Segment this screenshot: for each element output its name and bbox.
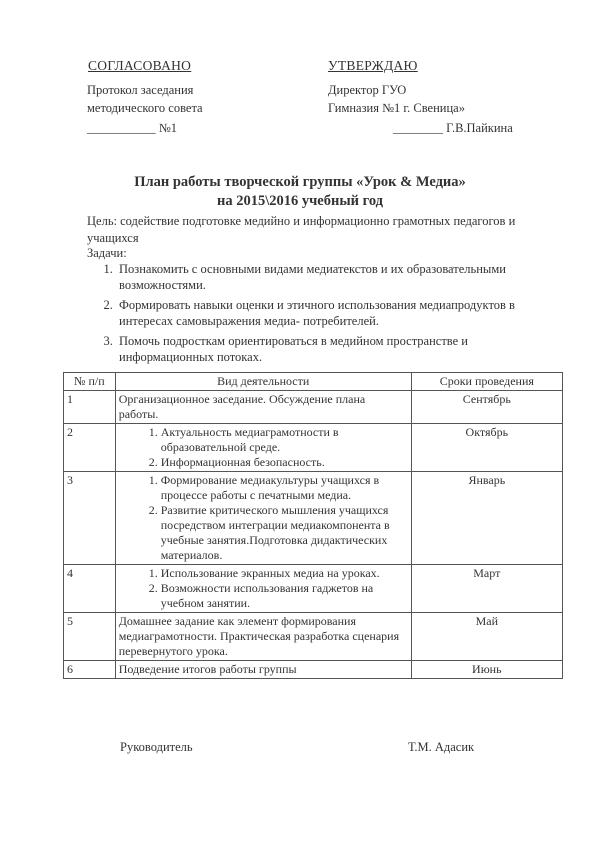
term-cell: Октябрь (411, 424, 562, 472)
activity-list (119, 473, 408, 563)
table-row (64, 661, 563, 679)
activity-list (119, 566, 408, 611)
task-item: 2. Формировать навыки оценки и этичного использования медиапродуктов в интересах самовыражения медиа- потребителей. (116, 297, 556, 329)
table-row (64, 613, 563, 661)
task-item: 3. Помочь подросткам ориентироваться в медийном пространстве и информационных потоках. (116, 333, 556, 365)
approval-left-heading: СОГЛАСОВАНО (88, 58, 192, 73)
row-number: 6 (64, 661, 116, 679)
term-cell: Январь (411, 472, 562, 565)
row-number: 4 (64, 565, 116, 613)
activity-cell (115, 565, 411, 613)
activity-cell (115, 472, 411, 565)
activity-text: Организационное заседание. Обсуждение плана работы. (115, 391, 411, 424)
activity-cell (115, 424, 411, 472)
activity-item: 1. Использование экранных медиа на уроках. (161, 566, 408, 581)
footer-name: Т.М. Адасик (408, 740, 475, 754)
activity-list (119, 425, 408, 470)
approval-right-line1: Директор ГУО (328, 83, 407, 97)
document-title-line2: на 2015\2016 учебный год (216, 193, 384, 209)
activity-item: 2. Возможности использования гаджетов на учебном занятии. (161, 581, 408, 611)
activity-item: 2. Развитие критического мышления учащихся посредством интеграции медиакомпонента в учебные занятия.Подготовка дидактических материалов. (161, 503, 408, 563)
activity-item: 1. Актуальность медиаграмотности в образовательной среде. (161, 425, 408, 455)
term-cell: Май (411, 613, 562, 661)
header-num: № п/п (64, 373, 116, 391)
header-activity: Вид деятельности (115, 373, 411, 391)
header-term: Сроки проведения (411, 373, 562, 391)
goal-text: Цель: содействие подготовке медийно и информационно грамотных педагогов и учащихся (87, 214, 516, 245)
term-cell: Сентябрь (411, 391, 562, 424)
footer-role: Руководитель (120, 740, 193, 754)
table-header-row (64, 373, 563, 391)
row-number: 2 (64, 424, 116, 472)
tasks-label: Задачи: (87, 246, 127, 260)
approval-left-line2: методического совета (87, 101, 203, 115)
table-row (64, 565, 563, 613)
approval-left-line3: ___________ №1 (87, 121, 178, 135)
approval-left-line1: Протокол заседания (87, 83, 194, 97)
approval-right-heading: УТВЕРЖДАЮ (328, 58, 418, 73)
table-row (64, 472, 563, 565)
activity-text: Домашнее задание как элемент формирования медиаграмотности. Практическая разработка сценария перевернутого урока. (115, 613, 411, 661)
activity-item: 1. Формирование медиакультуры учащихся в процессе работы с печатными медиа. (161, 473, 408, 503)
activity-text: Подведение итогов работы группы (115, 661, 411, 679)
approval-right-line3: ________ Г.В.Пайкина (393, 121, 513, 135)
term-cell: Март (411, 565, 562, 613)
activity-item: 2. Информационная безопасность. (161, 455, 408, 470)
table-row (64, 391, 563, 424)
row-number: 5 (64, 613, 116, 661)
table-row (64, 424, 563, 472)
plan-table (63, 372, 563, 679)
approval-right-line2: Гимназия №1 г. Свеница» (328, 101, 465, 115)
row-number: 3 (64, 472, 116, 565)
tasks-list (92, 261, 556, 369)
document-title-line1: План работы творческой группы «Урок & Медиа» (134, 174, 466, 190)
term-cell: Июнь (411, 661, 562, 679)
row-number: 1 (64, 391, 116, 424)
task-item: 1. Познакомить с основными видами медиатекстов и их образовательными возможностями. (116, 261, 556, 293)
